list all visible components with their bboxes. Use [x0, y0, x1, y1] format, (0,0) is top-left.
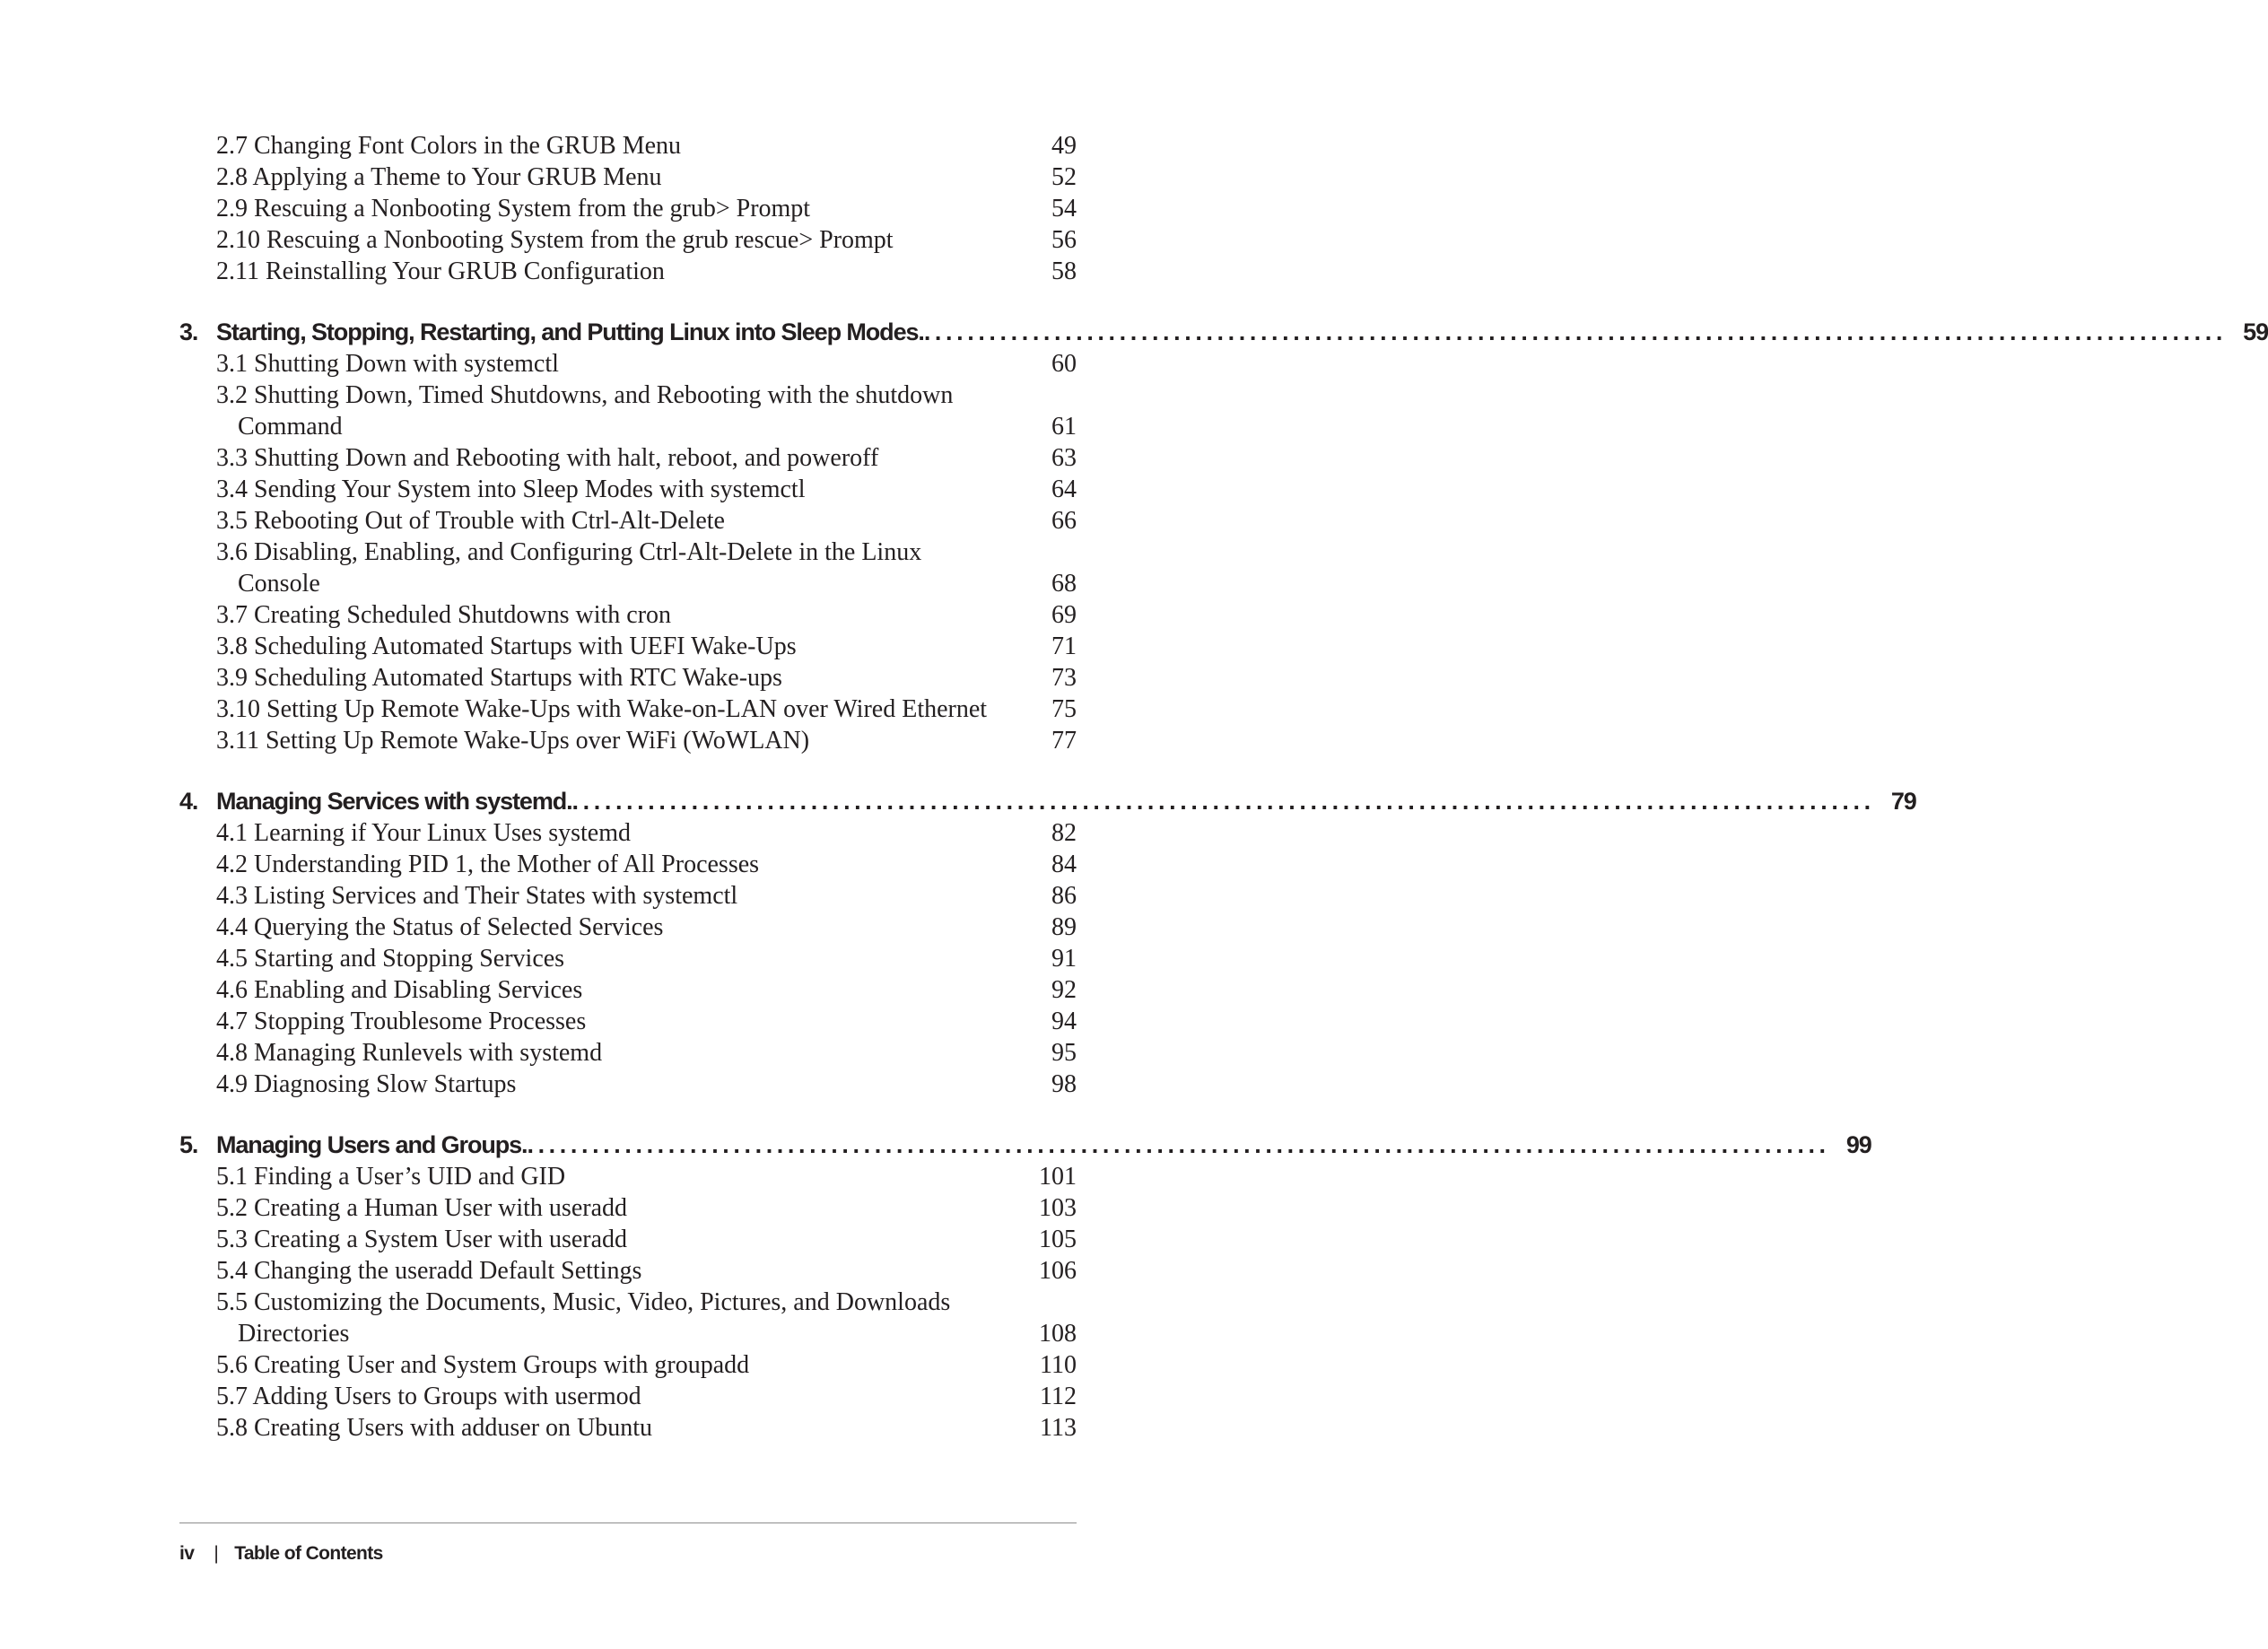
toc-entry-title-text: 5.6 Creating User and System Groups with groupadd	[216, 1351, 750, 1379]
chapter-title: Managing Users and Groups.	[216, 1131, 528, 1158]
toc-entry-page-number: 112	[1040, 1383, 1077, 1410]
chapter-number: 5.	[179, 1131, 198, 1158]
toc-entry-title-text: 5.3 Creating a System User with useradd	[216, 1226, 628, 1253]
toc-entry-page-number: 54	[1051, 195, 1077, 222]
footer-section-title: Table of Contents	[234, 1543, 383, 1564]
toc-entry[interactable]	[179, 1192, 1077, 1224]
toc-entry-title-text: 3.2 Shutting Down, Timed Shutdowns, and Rebooting with the shutdown	[216, 381, 954, 409]
toc-entry-page-number: 103	[1039, 1194, 1077, 1222]
toc-entry-title-continuation: Console	[238, 570, 320, 598]
toc-entry-title-text: 3.1 Shutting Down with systemctl	[216, 350, 559, 378]
toc-entry[interactable]	[179, 537, 1077, 599]
toc-entry-page-number: 63	[1051, 444, 1077, 472]
toc-entry-page-number: 60	[1051, 350, 1077, 378]
toc-entry[interactable]	[179, 1349, 1077, 1381]
toc-entry-title	[216, 161, 1023, 193]
toc-entry-title-text: 4.5 Starting and Stopping Services	[216, 945, 565, 973]
toc-entry[interactable]	[179, 912, 1077, 943]
toc-entry-title-text: 4.8 Managing Runlevels with systemd	[216, 1039, 603, 1067]
toc-entry-title-text: 2.11 Reinstalling Your GRUB Configuration	[216, 257, 665, 285]
toc-entry-page-number: 75	[1051, 695, 1077, 723]
toc-entry-page-number: 49	[1051, 132, 1077, 160]
toc-entry-title	[216, 537, 1023, 599]
toc-entry-title	[216, 880, 1023, 912]
footer-separator: |	[214, 1543, 219, 1564]
toc-entry[interactable]	[179, 1161, 1077, 1192]
toc-entry-page-number: 106	[1039, 1257, 1077, 1285]
toc-entry-page-number: 105	[1039, 1226, 1077, 1253]
toc-entry-page-number: 66	[1051, 507, 1077, 535]
toc-entry-title	[216, 817, 1023, 849]
toc-entry-page-number: 73	[1051, 664, 1077, 692]
toc-entry-page-number: 68	[1051, 570, 1077, 598]
toc-entry[interactable]	[179, 817, 1077, 849]
toc-entry-title	[216, 1037, 1023, 1069]
toc-entry-title-text: 3.5 Rebooting Out of Trouble with Ctrl-Alt-Delete	[216, 507, 725, 535]
footer-rule	[179, 1522, 1077, 1523]
chapter-heading[interactable]	[179, 317, 2268, 348]
toc-entry-title	[216, 348, 1023, 380]
chapter-page-number: 79	[1890, 788, 1916, 815]
toc-entry-title	[216, 974, 1023, 1006]
toc-entry-title-text: 4.4 Querying the Status of Selected Services	[216, 913, 664, 941]
toc-entry[interactable]	[179, 193, 1077, 224]
toc-entry[interactable]	[179, 662, 1077, 694]
toc-entry[interactable]	[179, 725, 1077, 756]
toc-entry-page-number: 89	[1051, 913, 1077, 941]
toc-entry-page-number: 113	[1040, 1414, 1077, 1442]
toc-entry-title	[216, 1161, 1023, 1192]
toc-entry[interactable]	[179, 694, 1077, 725]
dot-leader: ........................................................................................................................	[923, 318, 2227, 345]
toc-entry-title	[216, 442, 1023, 474]
toc-entry[interactable]	[179, 348, 1077, 380]
toc-entry-title-text: 4.7 Stopping Troublesome Processes	[216, 1008, 587, 1035]
toc-entry[interactable]	[179, 505, 1077, 537]
toc-entry[interactable]	[179, 1037, 1077, 1069]
toc-entry-page-number: 92	[1051, 976, 1077, 1004]
toc-entry-title	[216, 662, 1023, 694]
toc-entry-title	[216, 474, 1023, 505]
toc-entry-title	[216, 849, 1023, 880]
toc-entry-title	[216, 256, 1023, 287]
table-of-contents	[179, 130, 2268, 1444]
toc-entry-title	[216, 694, 1023, 725]
toc-entry-page-number: 110	[1040, 1351, 1077, 1379]
toc-entry-title	[216, 505, 1023, 537]
toc-entry-page-number: 91	[1051, 945, 1077, 973]
toc-entry-title-text: 2.8 Applying a Theme to Your GRUB Menu	[216, 163, 662, 191]
toc-entry[interactable]	[179, 161, 1077, 193]
toc-entry-page-number: 52	[1051, 163, 1077, 191]
toc-entry-title	[216, 130, 1023, 161]
toc-entry[interactable]	[179, 130, 1077, 161]
toc-entry-title	[216, 599, 1023, 631]
toc-entry-title-text: 4.6 Enabling and Disabling Services	[216, 976, 583, 1004]
toc-entry-page-number: 58	[1051, 257, 1077, 285]
toc-entry-page-number: 69	[1051, 601, 1077, 629]
dot-leader: ........................................................................................................................	[571, 788, 1875, 815]
toc-entry-title	[216, 1349, 1023, 1381]
toc-entry-title-text: 5.5 Customizing the Documents, Music, Video, Pictures, and Downloads	[216, 1288, 951, 1316]
toc-entry-page-number: 71	[1051, 633, 1077, 660]
toc-entry-title	[216, 380, 1023, 442]
toc-entry-page-number: 82	[1051, 819, 1077, 847]
toc-entry-title-text: 2.10 Rescuing a Nonbooting System from the grub rescue> Prompt	[216, 226, 894, 254]
toc-entry[interactable]	[179, 1006, 1077, 1037]
chapter-number: 4.	[179, 788, 198, 815]
toc-entry-title	[216, 1224, 1023, 1255]
toc-entry-page-number: 86	[1051, 882, 1077, 910]
toc-entry-title	[216, 1069, 1023, 1100]
toc-entry[interactable]	[179, 599, 1077, 631]
toc-entry[interactable]	[179, 943, 1077, 974]
toc-entry[interactable]	[179, 1412, 1077, 1444]
toc-entry-title	[216, 1006, 1023, 1037]
toc-entry-title	[216, 1381, 1023, 1412]
toc-entry-title-text: 3.4 Sending Your System into Sleep Modes with systemctl	[216, 476, 806, 503]
toc-entry-page-number: 101	[1039, 1163, 1077, 1191]
toc-entry-page-number: 77	[1051, 727, 1077, 755]
chapter-title: Managing Services with systemd.	[216, 788, 572, 815]
page-footer	[179, 1540, 383, 1568]
toc-entry-title	[216, 725, 1023, 756]
chapter-page-number: 59	[2243, 318, 2268, 345]
toc-entry-title-text: 3.11 Setting Up Remote Wake-Ups over WiFi (WoWLAN)	[216, 727, 810, 755]
toc-entry-title	[216, 1287, 1023, 1349]
toc-entry-page-number: 84	[1051, 851, 1077, 878]
dot-leader: ........................................................................................................................	[527, 1131, 1830, 1158]
toc-entry[interactable]	[179, 1381, 1077, 1412]
toc-entry-page-number: 98	[1051, 1070, 1077, 1098]
toc-entry-title-text: 3.10 Setting Up Remote Wake-Ups with Wake-on-LAN over Wired Ethernet	[216, 695, 988, 723]
chapter-title: Starting, Stopping, Restarting, and Putting Linux into Sleep Modes.	[216, 318, 924, 345]
toc-entry-page-number: 56	[1051, 226, 1077, 254]
toc-entry[interactable]	[179, 1287, 1077, 1349]
chapter-heading[interactable]	[179, 1130, 1871, 1161]
toc-entry-page-number: 94	[1051, 1008, 1077, 1035]
toc-entry-title-continuation: Directories	[238, 1320, 350, 1348]
toc-entry[interactable]	[179, 974, 1077, 1006]
toc-entry-title-text: 5.7 Adding Users to Groups with usermod	[216, 1383, 641, 1410]
toc-entry-title	[216, 224, 1023, 256]
toc-entry-title	[216, 631, 1023, 662]
chapter-number: 3.	[179, 318, 198, 345]
toc-entry-title	[216, 193, 1023, 224]
toc-entry-title	[216, 1255, 1023, 1287]
toc-entry[interactable]	[179, 380, 1077, 442]
toc-entry-title-text: 2.9 Rescuing a Nonbooting System from the grub> Prompt	[216, 195, 811, 222]
chapter-heading[interactable]	[179, 786, 1916, 817]
toc-entry-title-text: 5.2 Creating a Human User with useradd	[216, 1194, 627, 1222]
toc-entry[interactable]	[179, 1069, 1077, 1100]
toc-entry-title-text: 5.8 Creating Users with adduser on Ubuntu	[216, 1414, 653, 1442]
toc-entry-title-text: 3.9 Scheduling Automated Startups with RTC Wake-ups	[216, 664, 782, 692]
toc-entry-title-text: 4.2 Understanding PID 1, the Mother of All Processes	[216, 851, 760, 878]
footer-page-number: iv	[179, 1543, 195, 1564]
toc-entry-title	[216, 943, 1023, 974]
chapter-page-number: 99	[1845, 1131, 1871, 1158]
toc-entry[interactable]	[179, 631, 1077, 662]
toc-entry-title-text: 3.8 Scheduling Automated Startups with UEFI Wake-Ups	[216, 633, 797, 660]
toc-entry-title-text: 3.3 Shutting Down and Rebooting with halt, reboot, and poweroff	[216, 444, 879, 472]
toc-entry-title-text: 4.9 Diagnosing Slow Startups	[216, 1070, 517, 1098]
toc-entry[interactable]	[179, 1255, 1077, 1287]
toc-entry-title-text: 3.6 Disabling, Enabling, and Configuring Ctrl-Alt-Delete in the Linux	[216, 538, 922, 566]
toc-entry[interactable]	[179, 1224, 1077, 1255]
toc-entry-title-text: 4.3 Listing Services and Their States with systemctl	[216, 882, 738, 910]
toc-entry-title-text: 2.7 Changing Font Colors in the GRUB Menu	[216, 132, 682, 160]
toc-entry-page-number: 64	[1051, 476, 1077, 503]
toc-entry-title	[216, 912, 1023, 943]
toc-entry-page-number: 61	[1051, 413, 1077, 441]
toc-entry[interactable]	[179, 880, 1077, 912]
toc-entry-page-number: 95	[1051, 1039, 1077, 1067]
toc-entry[interactable]	[179, 849, 1077, 880]
toc-entry[interactable]	[179, 442, 1077, 474]
toc-entry-title-text: 5.4 Changing the useradd Default Settings	[216, 1257, 642, 1285]
toc-entry-page-number: 108	[1039, 1320, 1077, 1348]
toc-entry-title	[216, 1192, 1023, 1224]
toc-entry[interactable]	[179, 256, 1077, 287]
toc-entry-title-text: 4.1 Learning if Your Linux Uses systemd	[216, 819, 631, 847]
toc-entry-title-text: 3.7 Creating Scheduled Shutdowns with cron	[216, 601, 672, 629]
toc-entry-title-continuation: Command	[238, 413, 343, 441]
toc-entry-title-text: 5.1 Finding a User’s UID and GID	[216, 1163, 566, 1191]
toc-entry-title	[216, 1412, 1023, 1444]
toc-entry[interactable]	[179, 224, 1077, 256]
toc-entry[interactable]	[179, 474, 1077, 505]
